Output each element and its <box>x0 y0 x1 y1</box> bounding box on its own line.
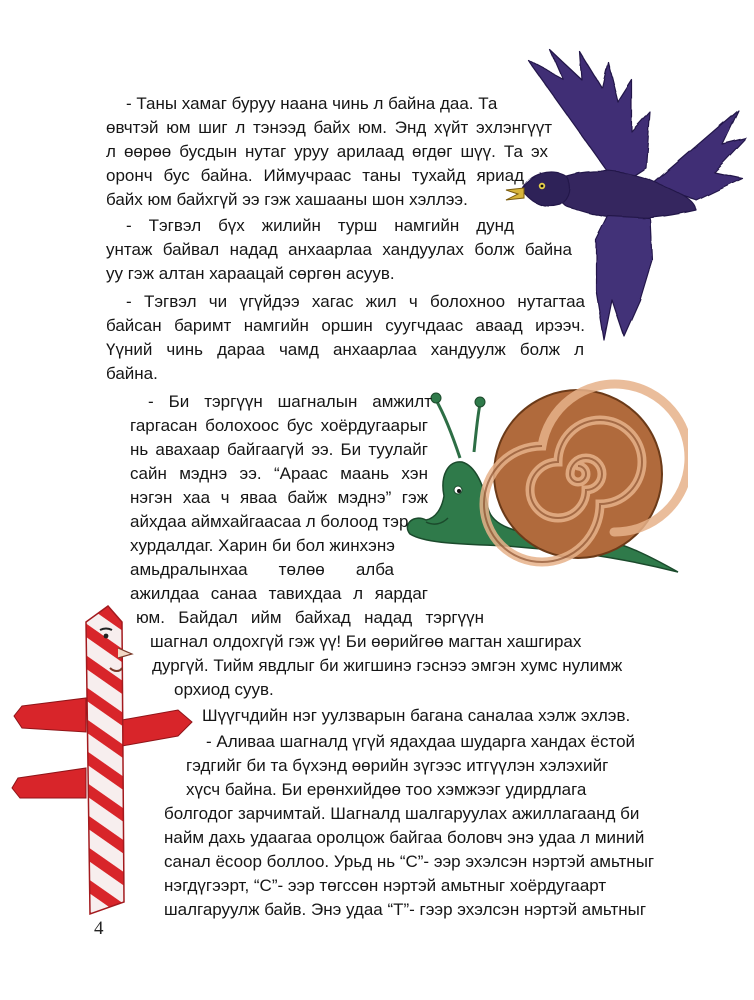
snail-illustration <box>396 376 688 588</box>
paragraph-4-line-12: дургүй. Тийм явдлыг би жигшинэ гэснээ эмгэн хумс нулимж <box>152 656 623 675</box>
paragraph-4-line-7: хурдалдаг. Харин би бол жинхэнэ <box>130 536 395 555</box>
paragraph-3-line-4: байна. <box>106 364 158 383</box>
paragraph-4-line-10: юм. Байдал ийм байхад надад тэргүүн <box>136 608 484 627</box>
paragraph-4-line-8: амьдралынхаа төлөө алба <box>130 560 394 579</box>
paragraph-6-line-8: шалгаруулж байв. Энэ удаа “Т”- гээр эхэлсэн нэртэй амьтныг <box>164 900 647 919</box>
paragraph-3-line-1: - Тэгвэл чи үгүйдээ хагас жил ч болохноо нутагтаа <box>126 292 585 311</box>
paragraph-1-line-2: өвчтэй юм шиг л тэнээд байх юм. Энд хүйт эхлэнгүүт <box>106 118 552 137</box>
paragraph-4-line-4: сайн мэднэ ээ. “Араас маань хэн <box>130 464 428 483</box>
paragraph-4-line-1: - Би тэргүүн шагналын амжилт <box>148 392 432 411</box>
paragraph-5-line-1: Шүүгчдийн нэг уулзварын багана саналаа хэлж эхлэв. <box>202 706 631 725</box>
paragraph-4-line-3: нь авахаар байгаагүй ээ. Би туулайг <box>130 440 428 459</box>
paragraph-6-line-6: санал ёсоор боллоо. Урьд нь “С”- ээр эхэлсэн нэртэй амьтныг <box>164 852 655 871</box>
paragraph-6-line-4: болгодог зарчимтай. Шагналд шалгаруулах ажиллагаанд би <box>164 804 640 823</box>
paragraph-2-line-3: уу гэж алтан хараацай сөргөн асуув. <box>106 264 395 283</box>
paragraph-6-line-2: гэдгийг би та бүхэнд өөрийн зүгээс итгүүлэн хэлэхийг <box>186 756 609 775</box>
paragraph-4-line-6: айхдаа аймхайгаасаа л болоод тэр <box>130 512 409 531</box>
paragraph-4-line-5: нэгэн хаа ч яваа байж мэднэ” гэж <box>130 488 428 507</box>
paragraph-4-line-11: шагнал олдохгүй гэж үү! Би өөрийгөө магтан хашгирах <box>150 632 582 651</box>
paragraph-2-line-2: унтаж байвал надад анхаарлаа хандуулах болж байна <box>106 240 572 259</box>
paragraph-2-line-1: - Тэгвэл бүх жилийн турш намгийн дунд <box>126 216 514 235</box>
paragraph-1-line-3: л өөрөө бусдын нутаг уруу арилаад өгдөг шүү. Та эх <box>106 142 548 161</box>
paragraph-6-line-7: нэгдүгээрт, “С”- ээр төгссөн нэртэй амьтныг хоёрдугаарт <box>164 876 607 895</box>
paragraph-6-line-3: хүсч байна. Би ерөнхийдөө тоо хэмжээг удирдлага <box>186 780 587 799</box>
paragraph-4-line-13: орхиод суув. <box>174 680 274 699</box>
paragraph-1-line-5: байх юм байхгүй ээ гэж хашааны шон хэллээ. <box>106 190 468 209</box>
paragraph-4-line-2: гаргасан болохоос бус хоёрдугаарыг <box>130 416 428 435</box>
paragraph-3-line-2: байсан баримт намгийн оршин суугчдаас аваад ирээч. <box>106 316 585 335</box>
page-number: 4 <box>94 918 104 939</box>
paragraph-3-line-3: Үүний чинь дараа чамд анхаарлаа хандуулж болж л <box>106 340 584 359</box>
paragraph-6-line-5: найм дахь удаагаа оролцож байгаа боловч энэ удаа л миний <box>164 828 645 847</box>
paragraph-6-line-1: - Аливаа шагналд үгүй ядахдаа шударга хандах ёстой <box>206 732 636 751</box>
paragraph-4-line-9: ажилдаа санаа тавихдаа л яардаг <box>130 584 428 603</box>
paragraph-1-line-1: - Таны хамаг буруу наана чинь л байна даа. Та <box>126 94 498 113</box>
paragraph-1-line-4: оронч бус байна. Иймучраас таны тухайд яриад <box>106 166 524 185</box>
